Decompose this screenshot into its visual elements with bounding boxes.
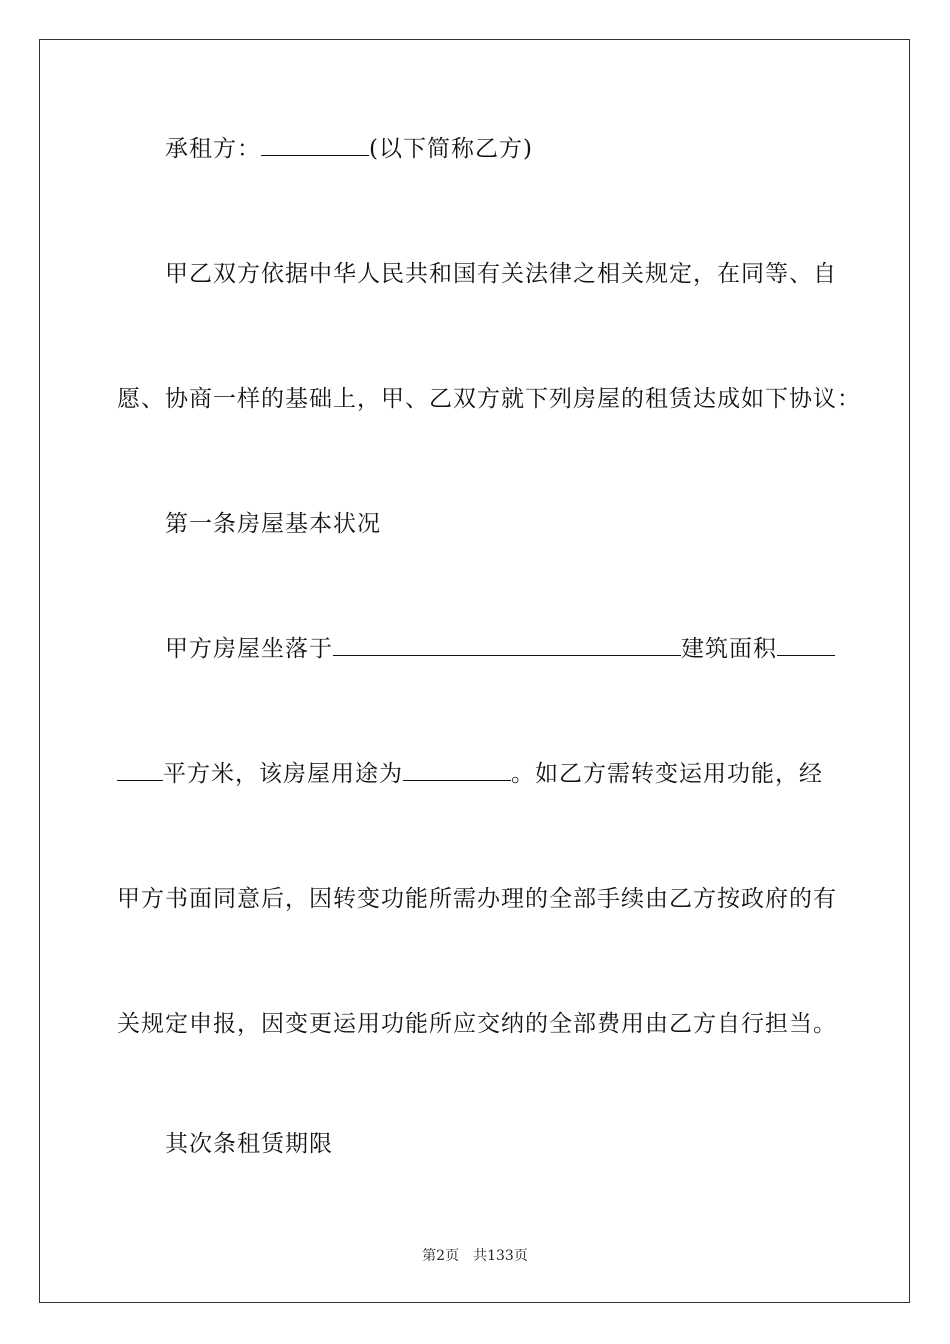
article-1-heading: 第一条房屋基本状况 xyxy=(165,511,381,537)
lessee-abbr: (以下简称乙方) xyxy=(369,136,533,162)
lessee-line xyxy=(165,134,837,164)
location-line xyxy=(165,634,837,664)
article-2-heading: 其次条租赁期限 xyxy=(165,1131,333,1157)
lessee-label: 承租方： xyxy=(165,136,261,162)
paragraph-line-3: 甲方书面同意后，因转变功能所需办理的全部手续由乙方按政府的有 xyxy=(117,886,837,912)
location-blank[interactable] xyxy=(333,637,681,656)
paragraph-line-2: 愿、协商一样的基础上，甲、乙双方就下列房屋的租赁达成如下协议： xyxy=(117,386,861,412)
page-footer xyxy=(0,1247,950,1265)
area-blank-part2[interactable] xyxy=(117,762,163,781)
usage-label: 平方米，该房屋用途为 xyxy=(163,761,403,787)
paragraph-line-4: 关规定申报，因变更运用功能所应交纳的全部费用由乙方自行担当。 xyxy=(117,1011,837,1037)
area-blank-part1[interactable] xyxy=(777,637,835,656)
page-frame xyxy=(39,39,910,1303)
usage-line xyxy=(117,759,837,789)
page-number: 第2页 xyxy=(422,1248,460,1264)
paragraph-line-1: 甲乙双方依据中华人民共和国有关法律之相关规定，在同等、自 xyxy=(165,261,837,287)
location-label: 甲方房屋坐落于 xyxy=(165,636,333,662)
usage-blank[interactable] xyxy=(403,762,511,781)
total-pages: 共133页 xyxy=(473,1248,528,1264)
area-label: 建筑面积 xyxy=(681,636,777,662)
lessee-blank[interactable] xyxy=(261,137,369,156)
usage-change-text: 。如乙方需转变运用功能，经 xyxy=(511,761,823,787)
